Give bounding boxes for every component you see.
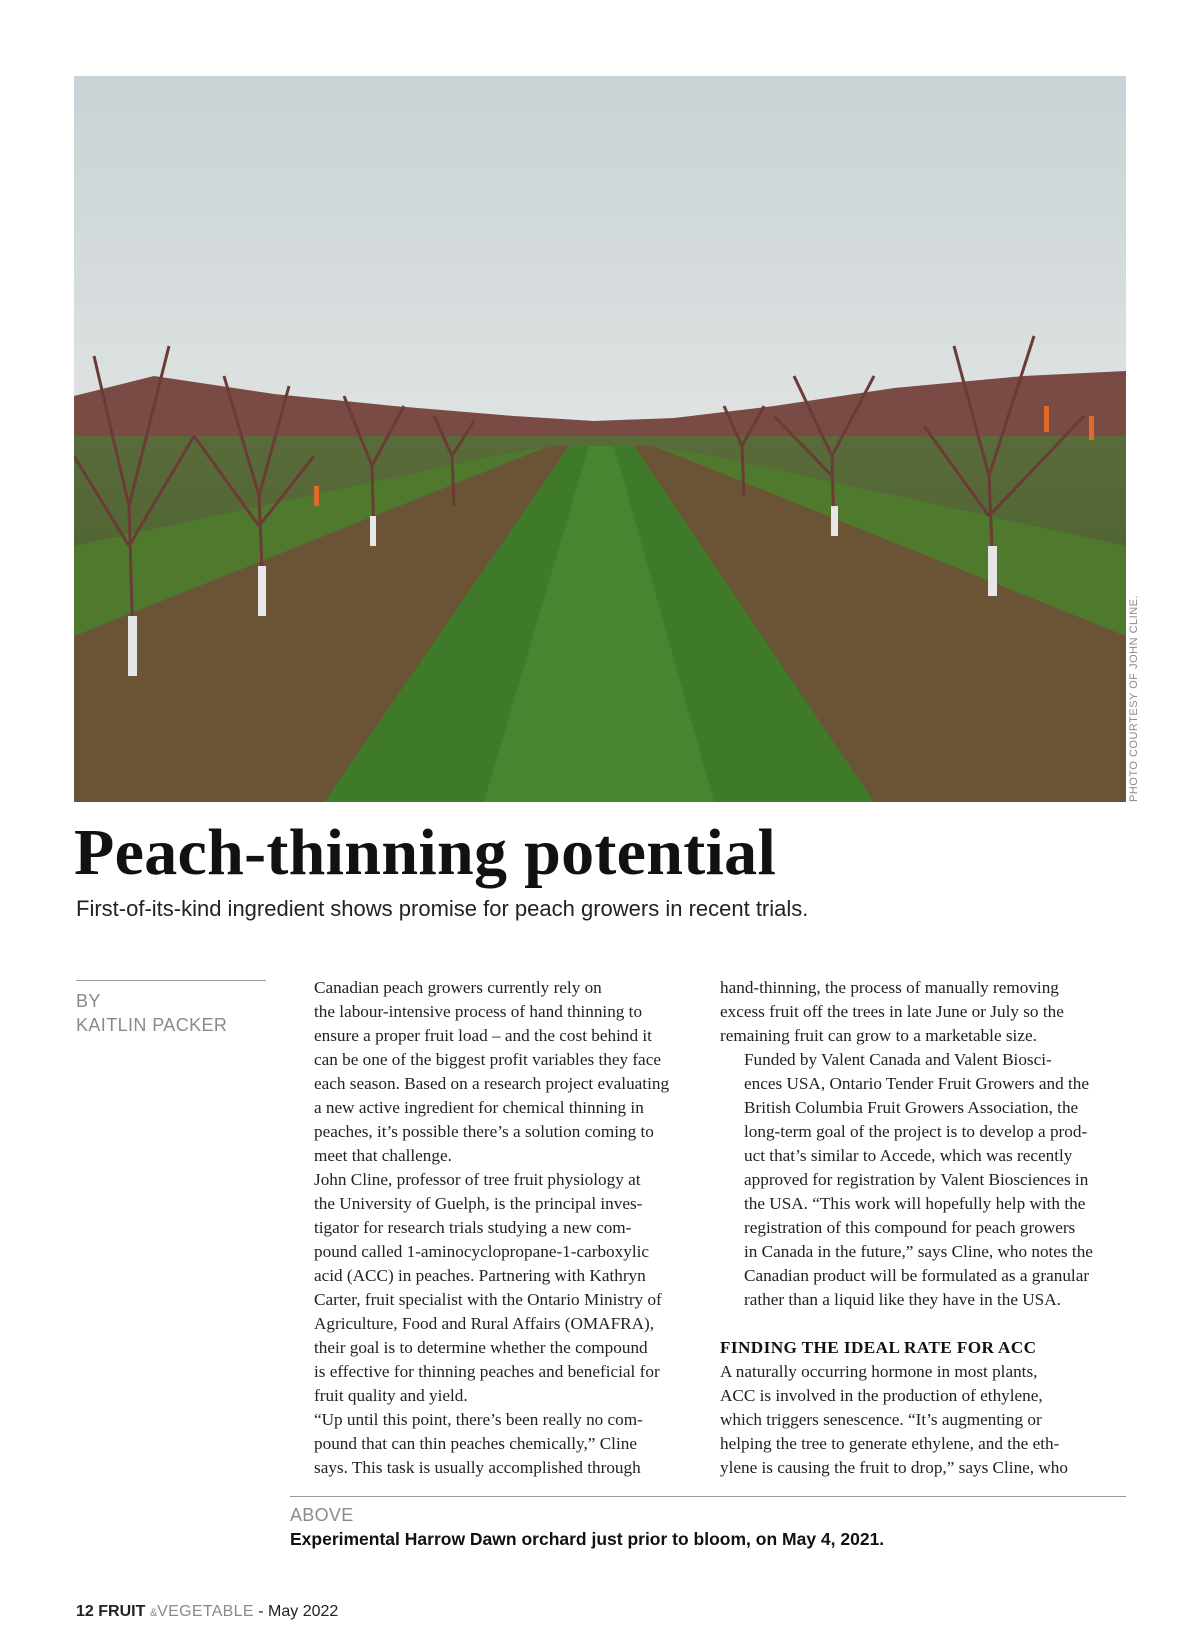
text-line: long-term goal of the project is to develop a prod- (744, 1122, 1088, 1141)
byline (76, 980, 266, 1037)
article-deck: First-of-its-kind ingredient shows promise for peach growers in recent trials. (76, 896, 809, 921)
text-line: John Cline, professor of tree fruit physiology at (314, 1170, 641, 1189)
paragraph (720, 976, 1128, 1048)
text-line: A naturally occurring hormone in most plants, (720, 1362, 1038, 1381)
photo-credit: PHOTO COURTESY OF JOHN CLINE. (1128, 594, 1140, 802)
text-line: hand-thinning, the process of manually removing (720, 978, 1059, 997)
text-line: acid (ACC) in peaches. Partnering with Kathryn (314, 1266, 646, 1285)
text-line: excess fruit off the trees in late June or July so the (720, 1002, 1064, 1021)
text-line: each season. Based on a research project evaluating (314, 1074, 670, 1093)
caption-label: ABOVE (290, 1505, 354, 1525)
byline-author: KAITLIN PACKER (76, 1015, 228, 1035)
text-line: their goal is to determine whether the compound (314, 1338, 648, 1357)
issue-date: - May 2022 (253, 1603, 339, 1620)
text-line: Carter, fruit specialist with the Ontario Ministry of (314, 1290, 662, 1309)
caption-text: Experimental Harrow Dawn orchard just prior to bloom, on May 4, 2021. (290, 1529, 885, 1549)
text-line: in Canada in the future,” says Cline, who notes the (744, 1242, 1093, 1261)
text-line: ylene is causing the fruit to drop,” says Cline, who (720, 1458, 1068, 1477)
text-line: is effective for thinning peaches and beneficial for (314, 1362, 660, 1381)
brand-fruit: FRUIT (98, 1603, 146, 1620)
article-headline: Peach-thinning potential (74, 816, 777, 889)
text-line: British Columbia Fruit Growers Association, the (744, 1098, 1079, 1117)
text-line: Funded by Valent Canada and Valent Biosci- (744, 1050, 1052, 1069)
text-line: ACC is involved in the production of ethylene, (720, 1386, 1043, 1405)
text-line: which triggers senescence. “It’s augmenting or (720, 1410, 1042, 1429)
paragraph (290, 1408, 694, 1480)
text-line: helping the tree to generate ethylene, and the eth- (720, 1434, 1060, 1453)
brand-vegetable: VEGETABLE (157, 1603, 254, 1620)
text-line: meet that challenge. (314, 1146, 452, 1165)
text-line: Canadian peach growers currently rely on (314, 978, 602, 997)
text-line: a new active ingredient for chemical thinning in (314, 1098, 644, 1117)
paragraph (720, 1360, 1128, 1480)
text-line: fruit quality and yield. (314, 1386, 468, 1405)
byline-label: BY (76, 991, 101, 1011)
section-subhead: FINDING THE IDEAL RATE FOR ACC (720, 1338, 1037, 1357)
text-line: uct that’s similar to Accede, which was recently (744, 1146, 1073, 1165)
orchard-photo (74, 76, 1126, 802)
body-column-1 (290, 976, 694, 1480)
text-line: peaches, it’s possible there’s a solution coming to (314, 1122, 654, 1141)
text-line: says. This task is usually accomplished through (314, 1458, 641, 1477)
paragraph (720, 1048, 1128, 1312)
paragraph (290, 976, 694, 1168)
text-line: rather than a liquid like they have in the USA. (744, 1290, 1061, 1309)
text-line: Agriculture, Food and Rural Affairs (OMAFRA), (314, 1314, 655, 1333)
text-line: ensure a proper fruit load – and the cost behind it (314, 1026, 652, 1045)
text-line: pound that can thin peaches chemically,” Cline (314, 1434, 637, 1453)
text-line: pound called 1-aminocyclopropane-1-carboxylic (314, 1242, 650, 1261)
text-line: the USA. “This work will hopefully help with the (744, 1194, 1086, 1213)
text-line: registration of this compound for peach growers (744, 1218, 1076, 1237)
orchard-photo-illustration (74, 76, 1126, 802)
page-number: 12 (76, 1603, 94, 1620)
text-line: ences USA, Ontario Tender Fruit Growers and the (744, 1074, 1090, 1093)
text-line: the University of Guelph, is the principal inves- (314, 1194, 643, 1213)
text-line: “Up until this point, there’s been really no com- (314, 1410, 643, 1429)
text-line: can be one of the biggest profit variables they face (314, 1050, 661, 1069)
text-line: Canadian product will be formulated as a granular (744, 1266, 1090, 1285)
photo-caption (290, 1496, 1126, 1551)
text-line: the labour-intensive process of hand thinning to (314, 1002, 643, 1021)
body-column-2 (720, 976, 1128, 1480)
text-line: approved for registration by Valent Biosciences in (744, 1170, 1089, 1189)
text-line: remaining fruit can grow to a marketable size. (720, 1026, 1037, 1045)
page-folio (76, 1602, 338, 1623)
text-line: tigator for research trials studying a new com- (314, 1218, 632, 1237)
brand-ampersand: & (149, 1607, 158, 1619)
paragraph (290, 1168, 694, 1408)
